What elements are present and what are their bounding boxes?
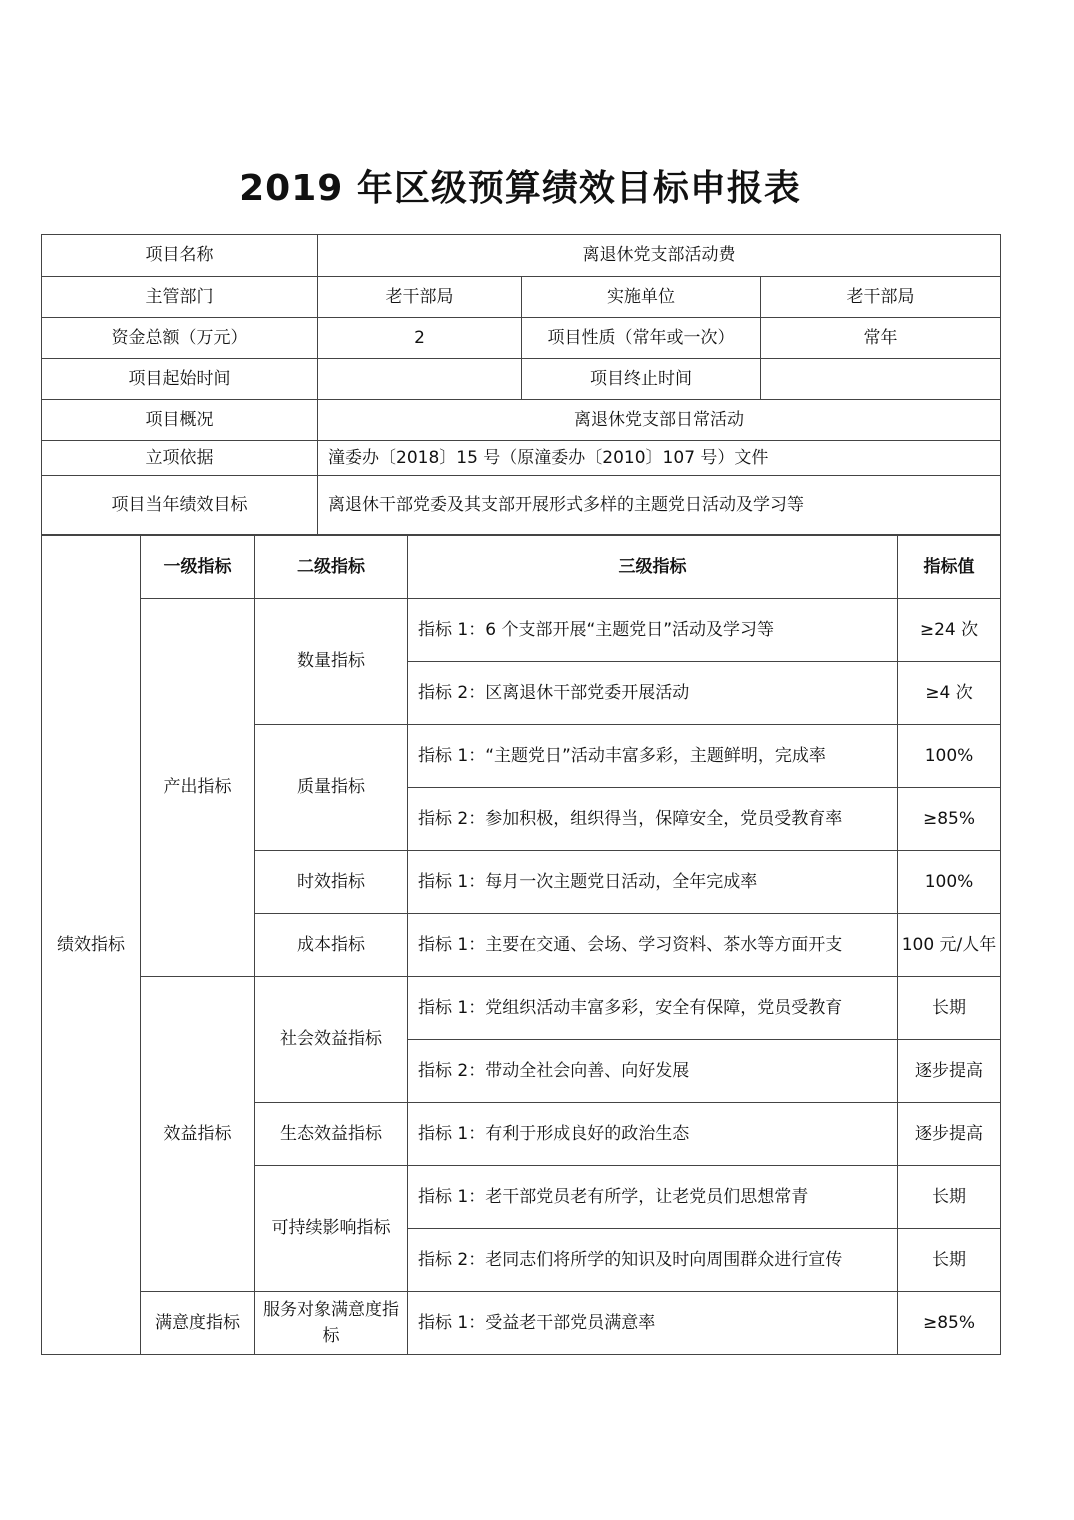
basis-value: 潼委办〔2018〕15 号（原潼委办〔2010〕107 号）文件 (318, 441, 1001, 476)
indicator-value: ≥4 次 (898, 662, 1001, 725)
level2-ecological: 生态效益指标 (255, 1103, 408, 1166)
header-level1: 一级指标 (141, 536, 255, 599)
indicator-text: 指标 1：有利于形成良好的政治生态 (408, 1103, 898, 1166)
indicator-value: 长期 (898, 1166, 1001, 1229)
indicator-text: 指标 2：区离退休干部党委开展活动 (408, 662, 898, 725)
level2-social: 社会效益指标 (255, 977, 408, 1103)
impl-label: 实施单位 (522, 277, 761, 318)
project-name-label: 项目名称 (42, 235, 318, 277)
goal-label: 项目当年绩效目标 (42, 476, 318, 535)
nature-label: 项目性质（常年或一次） (522, 318, 761, 359)
indicator-text: 指标 1：6 个支部开展“主题党日”活动及学习等 (408, 599, 898, 662)
end-value (761, 359, 1001, 400)
level1-output: 产出指标 (141, 599, 255, 977)
fund-label: 资金总额（万元） (42, 318, 318, 359)
level1-benefit: 效益指标 (141, 977, 255, 1292)
indicator-value: 100% (898, 725, 1001, 788)
indicators-table (41, 535, 1001, 1355)
indicator-text: 指标 1：“主题党日”活动丰富多彩，主题鲜明，完成率 (408, 725, 898, 788)
page-title: 2019 年区级预算绩效目标申报表 (239, 168, 801, 209)
indicator-text: 指标 2：带动全社会向善、向好发展 (408, 1040, 898, 1103)
indicator-text: 指标 1：老干部党员老有所学，让老党员们思想常青 (408, 1166, 898, 1229)
indicator-text: 指标 2：参加积极，组织得当，保障安全，党员受教育率 (408, 788, 898, 851)
goal-value: 离退休干部党委及其支部开展形式多样的主题党日活动及学习等 (318, 476, 1001, 535)
overview-label: 项目概况 (42, 400, 318, 441)
basis-label: 立项依据 (42, 441, 318, 476)
indicator-value: 逐步提高 (898, 1040, 1001, 1103)
indicator-value: 长期 (898, 977, 1001, 1040)
start-label: 项目起始时间 (42, 359, 318, 400)
indicator-value: ≥85% (898, 1292, 1001, 1355)
level2-quality: 质量指标 (255, 725, 408, 851)
end-label: 项目终止时间 (522, 359, 761, 400)
indicator-value: 100% (898, 851, 1001, 914)
level2-quantity: 数量指标 (255, 599, 408, 725)
nature-value: 常年 (761, 318, 1001, 359)
project-info-table (41, 234, 1001, 535)
indicator-value: 逐步提高 (898, 1103, 1001, 1166)
dept-value: 老干部局 (318, 277, 522, 318)
indicator-text: 指标 1：党组织活动丰富多彩，安全有保障，党员受教育 (408, 977, 898, 1040)
header-level2: 二级指标 (255, 536, 408, 599)
indicator-value: 长期 (898, 1229, 1001, 1292)
indicator-value: ≥24 次 (898, 599, 1001, 662)
level2-sustainable: 可持续影响指标 (255, 1166, 408, 1292)
header-level3: 三级指标 (408, 536, 898, 599)
level2-timeliness: 时效指标 (255, 851, 408, 914)
start-value (318, 359, 522, 400)
indicator-text: 指标 1：每月一次主题党日活动，全年完成率 (408, 851, 898, 914)
overview-value: 离退休党支部日常活动 (318, 400, 1001, 441)
dept-label: 主管部门 (42, 277, 318, 318)
project-name-value: 离退休党支部活动费 (318, 235, 1001, 277)
fund-value: 2 (318, 318, 522, 359)
level1-satisfaction: 满意度指标 (141, 1292, 255, 1355)
indicator-text: 指标 1：受益老干部党员满意率 (408, 1292, 898, 1355)
level2-service-satisfaction: 服务对象满意度指标 (255, 1292, 408, 1355)
indicator-text: 指标 1：主要在交通、会场、学习资料、茶水等方面开支 (408, 914, 898, 977)
impl-value: 老干部局 (761, 277, 1001, 318)
section-label: 绩效指标 (42, 536, 141, 1355)
indicator-text: 指标 2：老同志们将所学的知识及时向周围群众进行宣传 (408, 1229, 898, 1292)
indicator-value: 100 元/人年 (898, 914, 1001, 977)
indicator-value: ≥85% (898, 788, 1001, 851)
header-value: 指标值 (898, 536, 1001, 599)
level2-cost: 成本指标 (255, 914, 408, 977)
